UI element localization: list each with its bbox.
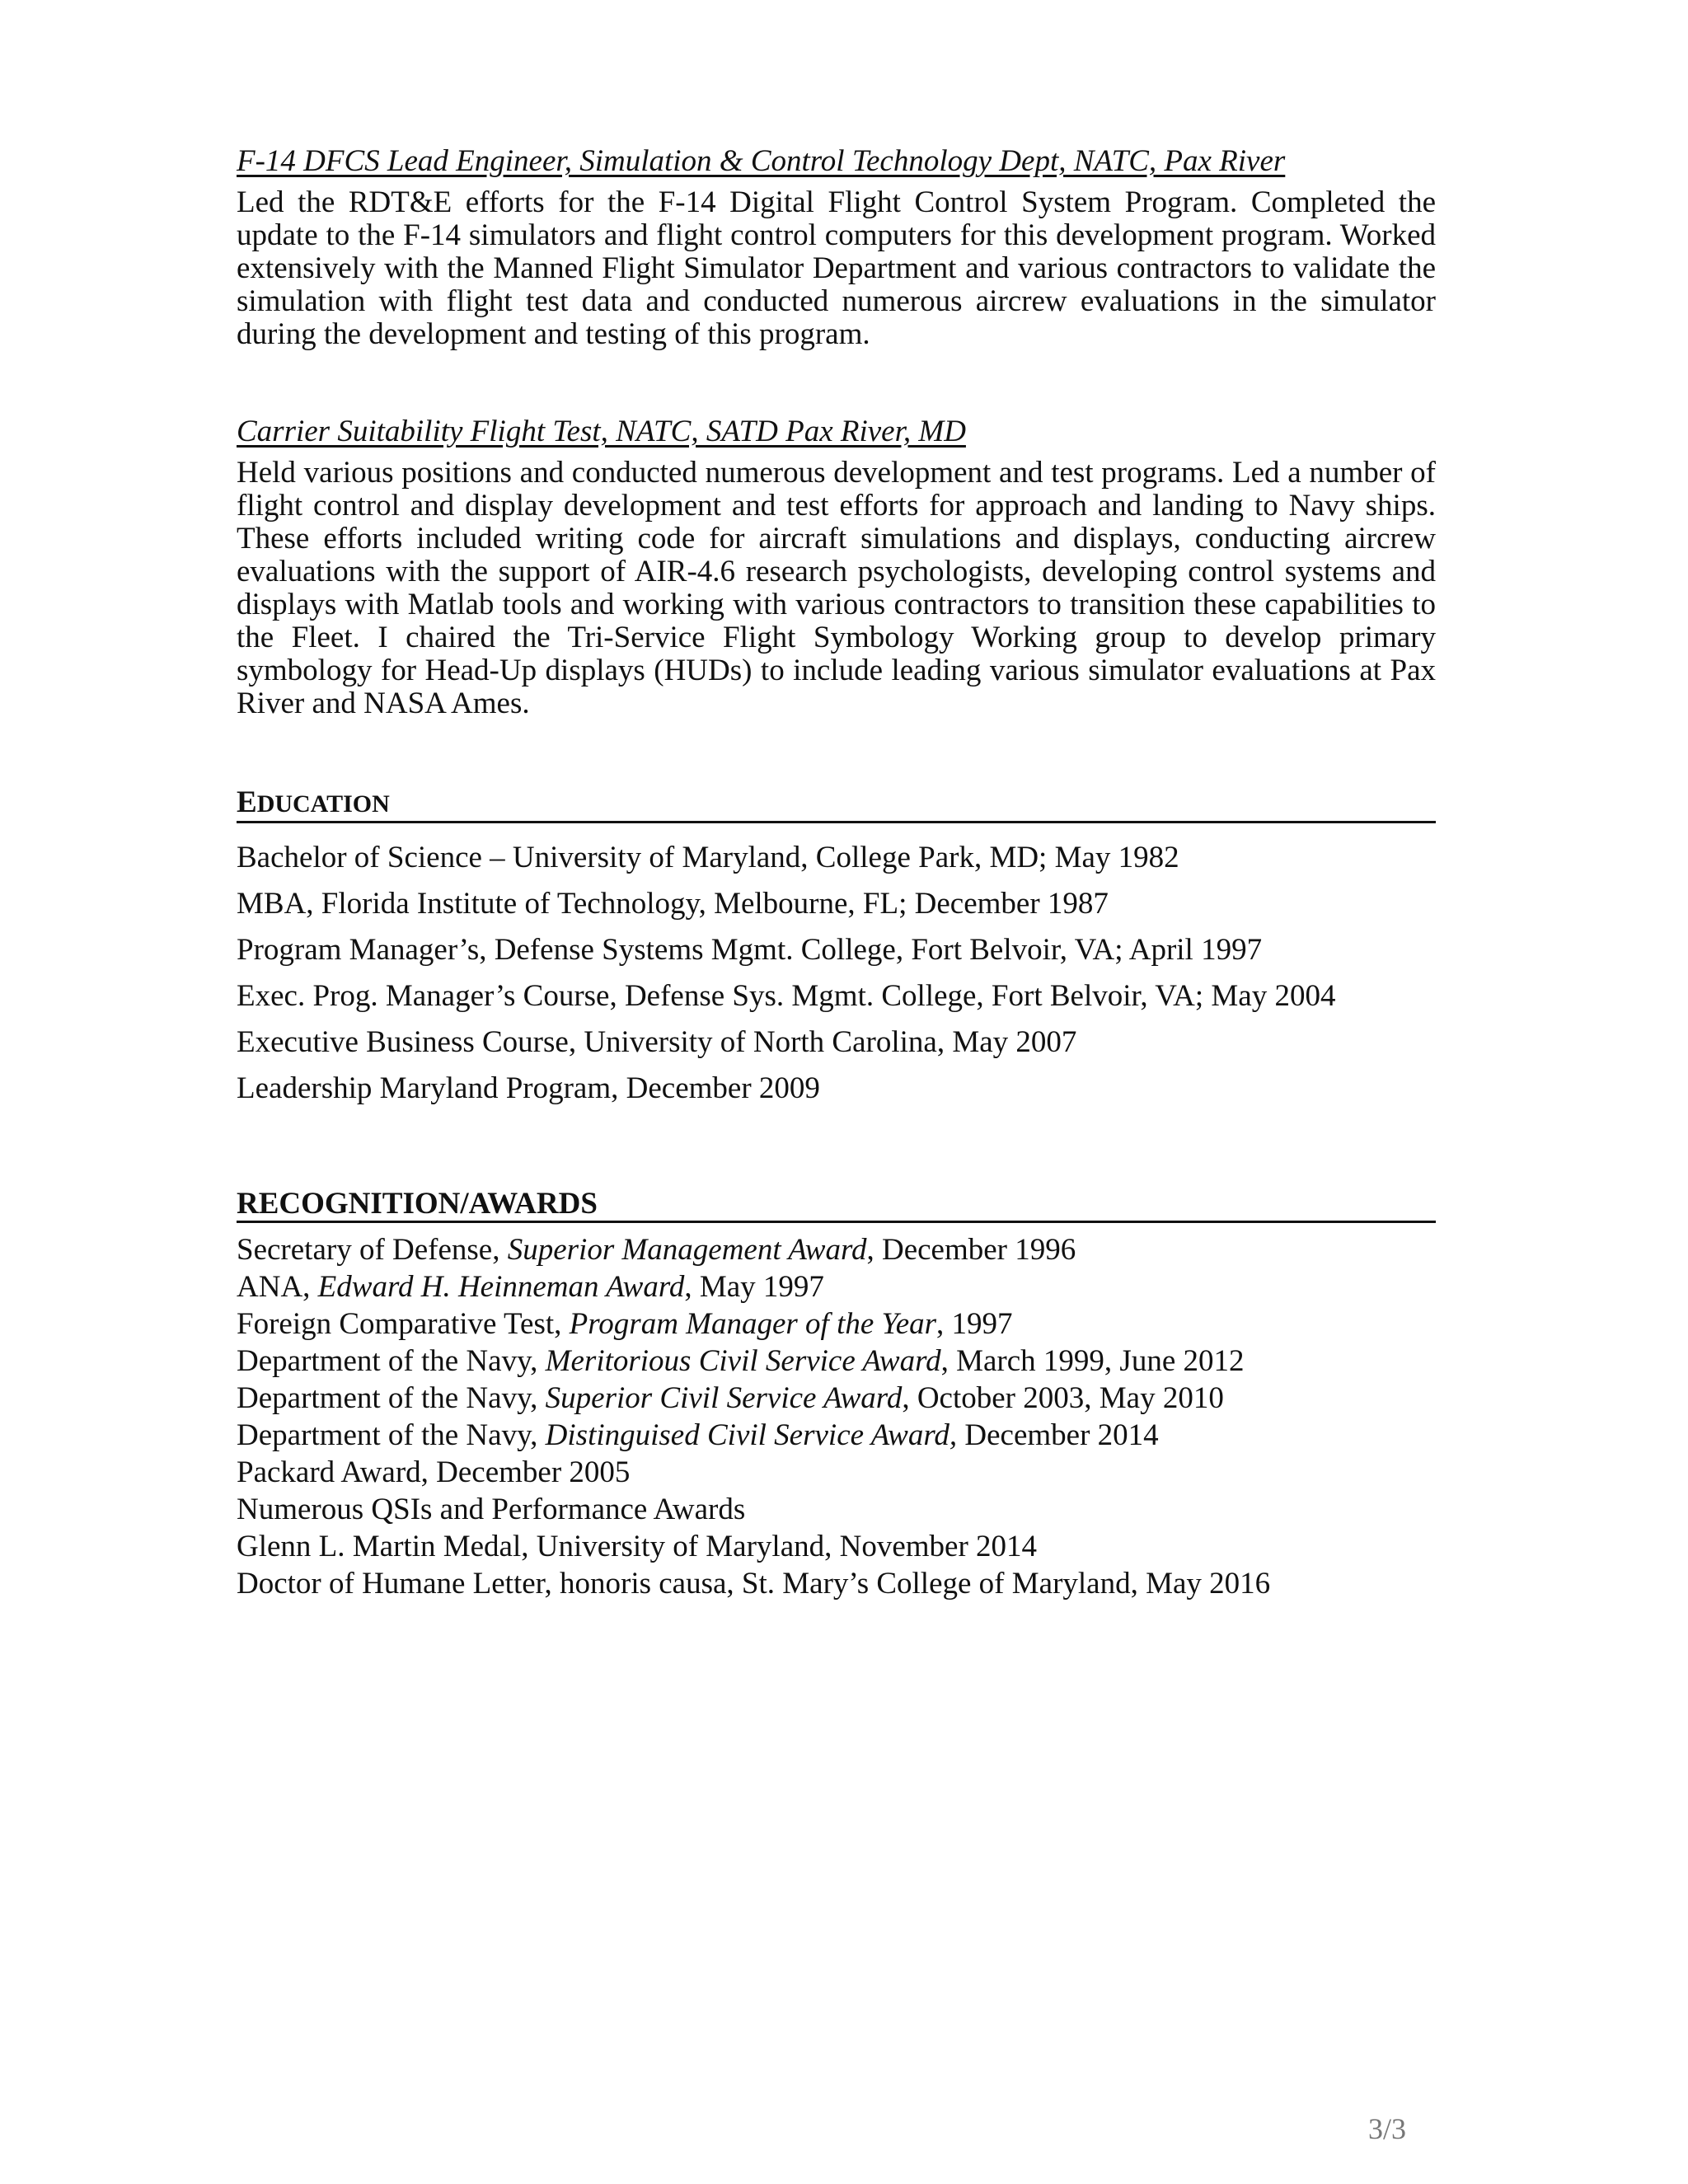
award-item xyxy=(237,1268,1436,1305)
award-date: , May 1997 xyxy=(684,1270,824,1304)
award-org: Glenn L. Martin Medal, University of Maryland, November 2014 xyxy=(237,1530,1038,1563)
awards-section xyxy=(237,1188,1436,1602)
education-section xyxy=(237,786,1436,1112)
award-date: , October 2003, May 2010 xyxy=(902,1381,1224,1415)
education-item: Bachelor of Science – University of Maryland, College Park, MD; May 1982 xyxy=(237,841,1179,874)
education-item: MBA, Florida Institute of Technology, Melbourne, FL; December 1987 xyxy=(237,887,1109,921)
award-item xyxy=(237,1528,1436,1565)
award-date: , December 1996 xyxy=(866,1233,1076,1267)
award-item xyxy=(237,1305,1436,1343)
job-entry-carrier-suitability xyxy=(237,412,1436,720)
education-heading-initial: E xyxy=(237,785,257,819)
awards-heading: RECOGNITION/AWARDS xyxy=(237,1188,1436,1223)
award-item xyxy=(237,1565,1436,1602)
job-entry-f14 xyxy=(237,142,1436,351)
job-title: F-14 DFCS Lead Engineer, Simulation & Control Technology Dept, NATC, Pax River xyxy=(237,144,1286,178)
education-list xyxy=(237,835,1436,1112)
award-org: ANA, xyxy=(237,1270,318,1304)
award-item xyxy=(237,1454,1436,1491)
award-name: Superior Civil Service Award xyxy=(545,1381,903,1415)
education-item: Executive Business Course, University of North Carolina, May 2007 xyxy=(237,1025,1077,1059)
award-org: Department of the Navy, xyxy=(237,1381,546,1415)
award-name: Superior Management Award xyxy=(507,1233,867,1267)
award-item xyxy=(237,1231,1436,1268)
award-item xyxy=(237,1380,1436,1417)
award-org: Packard Award, December 2005 xyxy=(237,1455,631,1489)
education-heading xyxy=(237,786,1436,823)
award-name: Edward H. Heinneman Award xyxy=(317,1270,685,1304)
education-heading-rest: DUCATION xyxy=(256,790,390,818)
award-org: Numerous QSIs and Performance Awards xyxy=(237,1493,746,1526)
award-date: , March 1999, June 2012 xyxy=(940,1344,1245,1378)
job-description: Led the RDT&E efforts for the F-14 Digital Flight Control System Program. Completed the update to the F-14 simulators and flight control computers for this development program. Worked extensively with the Manned Flight Simulator Department and various contractors to validate the simulation with flight test data and conducted numerous aircrew evaluations in the simulator during the development and testing of this program. xyxy=(237,185,1436,351)
award-name: Meritorious Civil Service Award xyxy=(545,1344,941,1378)
page-number: 3/3 xyxy=(1368,2112,1407,2145)
award-org: Department of the Navy, xyxy=(237,1418,546,1452)
job-title: Carrier Suitability Flight Test, NATC, SATD Pax River, MD xyxy=(237,415,966,448)
education-item: Leadership Maryland Program, December 2009 xyxy=(237,1071,820,1105)
award-item xyxy=(237,1417,1436,1454)
award-org: Department of the Navy, xyxy=(237,1344,546,1378)
award-org: Secretary of Defense, xyxy=(237,1233,508,1267)
award-org: Doctor of Humane Letter, honoris causa, St. Mary’s College of Maryland, May 2016 xyxy=(237,1567,1271,1601)
awards-list xyxy=(237,1231,1436,1602)
award-name: Distinguised Civil Service Award, xyxy=(545,1418,958,1452)
award-date: December 2014 xyxy=(957,1418,1159,1452)
award-date: , 1997 xyxy=(936,1307,1013,1341)
award-name: Program Manager of the Year xyxy=(569,1307,937,1341)
education-item: Program Manager’s, Defense Systems Mgmt. College, Fort Belvoir, VA; April 1997 xyxy=(237,933,1263,967)
award-item xyxy=(237,1343,1436,1380)
page-content xyxy=(237,142,1436,1602)
job-description: Held various positions and conducted numerous development and test programs. Led a number of flight control and display development and test efforts for approach and landing to Navy ships. These efforts included writing code for aircraft simulations and displays, conducting aircrew evaluations with the support of AIR-4.6 research psychologists, developing control systems and displays with Matlab tools and working with various contractors to transition these capabilities to the Fleet. I chaired the Tri-Service Flight Symbology Working group to develop primary symbology for Head-Up displays (HUDs) to include leading various simulator evaluations at Pax River and NASA Ames. xyxy=(237,456,1436,720)
education-item: Exec. Prog. Manager’s Course, Defense Sys. Mgmt. College, Fort Belvoir, VA; May 2004 xyxy=(237,979,1336,1013)
award-org: Foreign Comparative Test, xyxy=(237,1307,570,1341)
award-item xyxy=(237,1491,1436,1528)
